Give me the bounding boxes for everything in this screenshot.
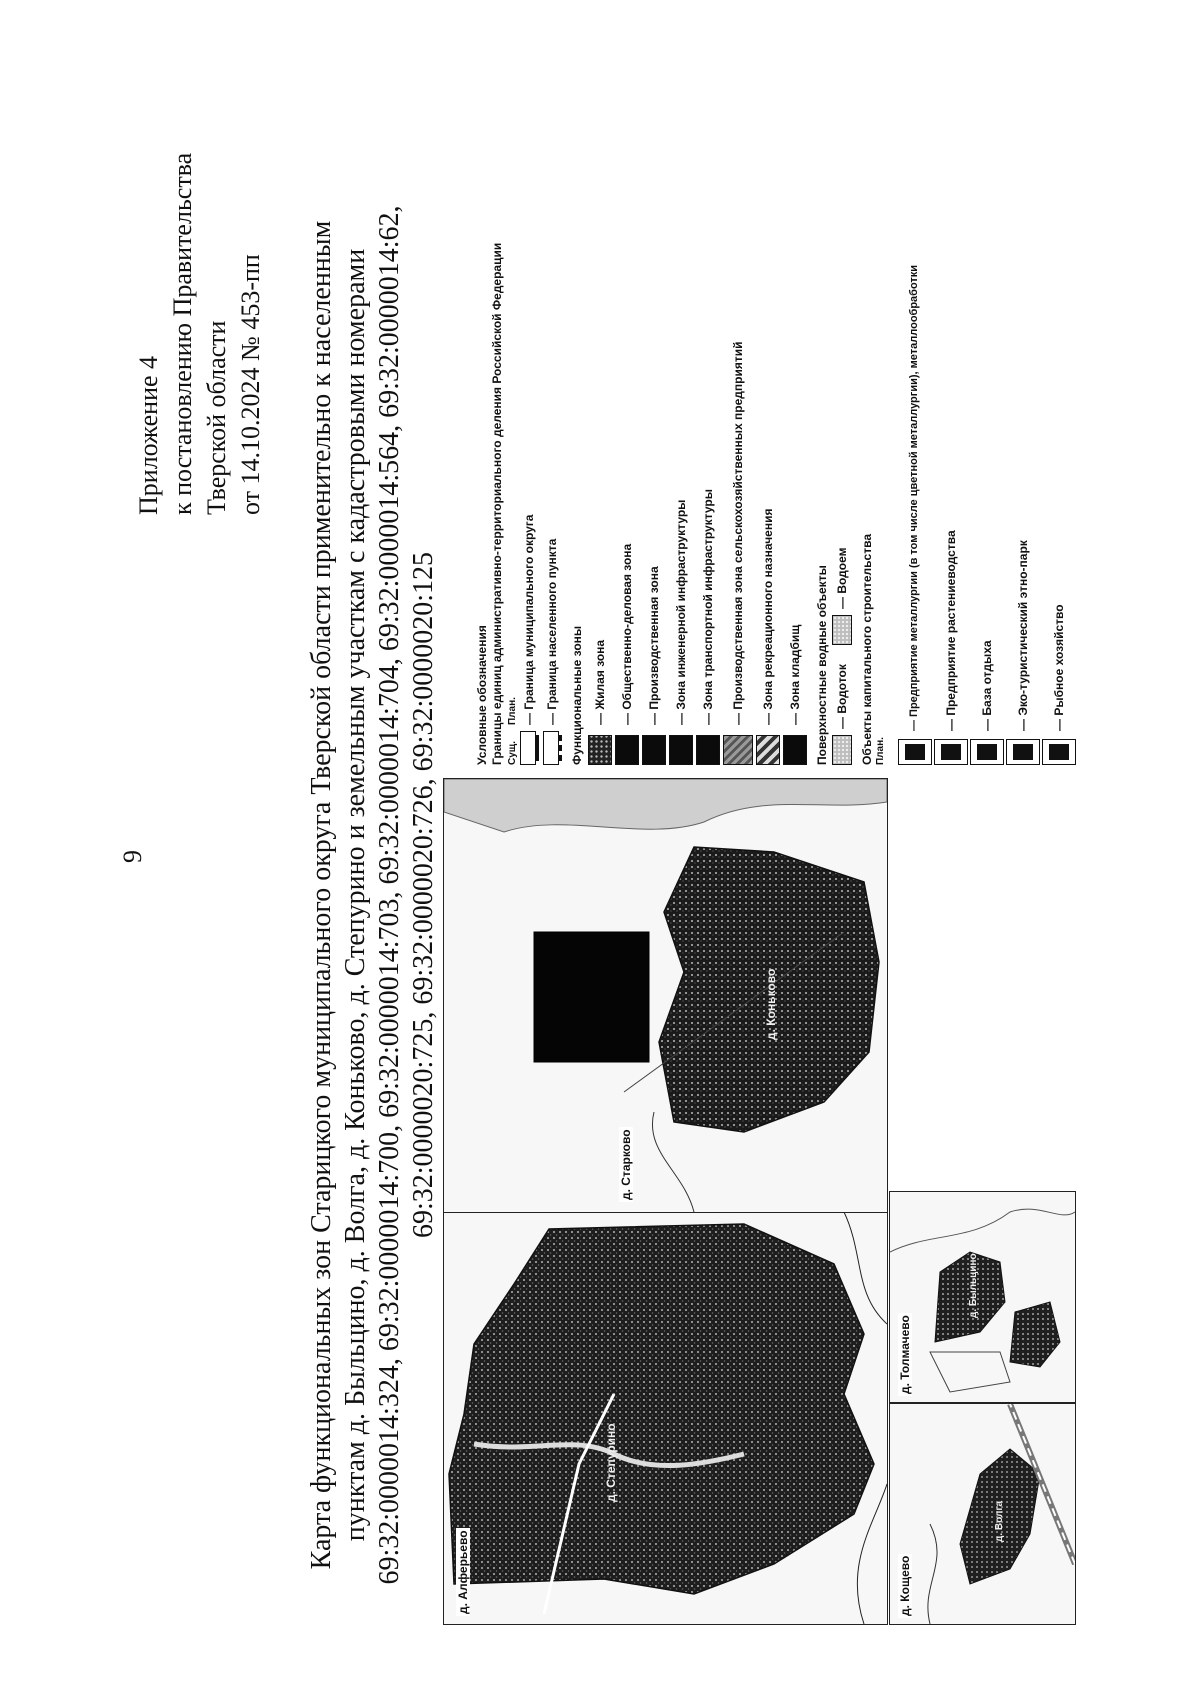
river-water (444, 779, 887, 832)
legend-title: Условные обозначения (475, 625, 489, 765)
swatch-ethnopark (1006, 739, 1040, 765)
map-panels (443, 780, 886, 1625)
boundary-municipal-existing (520, 731, 536, 765)
swatch-public-business (615, 735, 639, 765)
legend-zone-industrial: — Производственная зона (647, 566, 661, 725)
map-panel-koshchevo (889, 1403, 1076, 1625)
map-panel-tolmachevo (889, 1191, 1076, 1403)
legend-boundary-settlement: — Граница населенного пункта (545, 538, 559, 725)
appendix-line: Приложение 4 (134, 355, 163, 515)
title-line: пунктам д. Быльцино, д. Волга, д. Коньково, д. Степурино и земельным участкам с кадастровыми номерами (340, 248, 371, 1542)
legend-water-heading: Поверхностные водные объекты (815, 565, 829, 765)
boundary-line (857, 1484, 887, 1624)
legend-water-body: — Водоем (835, 547, 849, 609)
industrial-zone (534, 932, 649, 1062)
title-line: Карта функциональных зон Старицкого муниципального округа Тверской области применительно к населенным (306, 220, 337, 1570)
map-panel-stepurino (443, 1211, 888, 1625)
legend-boundary-municipal: — Граница муниципального округа (522, 514, 536, 725)
label-konkovo: д. Коньково (764, 968, 778, 1040)
map-title (305, 195, 441, 1595)
legend-object-metallurgy: — Предприятие металлургии (в том числе цветной металлургии), металлообработки (908, 264, 920, 731)
map-stepurino-svg (444, 1212, 887, 1624)
legend-object-fishery: — Рыбное хозяйство (1052, 604, 1066, 731)
zone-polygon (1010, 1302, 1060, 1367)
legend-water-stream: — Водоток (835, 664, 849, 729)
swatch-crop (934, 739, 968, 765)
legend-zone-cemetery: — Зона кладбищ (788, 624, 802, 725)
appendix-block (132, 153, 268, 515)
legend-zone-engineering: — Зона инженерной инфраструктуры (674, 499, 688, 725)
map-tolmachevo-svg (890, 1192, 1075, 1402)
legend-zone-transport: — Зона транспортной инфраструктуры (701, 489, 715, 725)
map-koshchevo-svg (890, 1404, 1075, 1624)
label-alferyevo: д. Алферьево (456, 1530, 470, 1614)
swatch-water-stream (832, 735, 852, 765)
legend-zones-heading: Функциональные зоны (570, 625, 584, 765)
appendix-line: к постановлению Правительства (168, 152, 197, 515)
map-panels-lower (889, 780, 1074, 1625)
legend-zone-agricultural: — Производственная зона сельскохозяйственных предприятий (731, 341, 745, 725)
swatch-transport (696, 735, 720, 765)
legend-col-existing: Сущ. (507, 741, 518, 765)
legend-object-recreation-base: — База отдыха (980, 640, 994, 731)
swatch-recreation-base (970, 739, 1004, 765)
river-line (890, 1209, 1075, 1252)
legend-objects (898, 65, 1078, 765)
legend-col-planned: План. (507, 697, 518, 725)
swatch-recreation (756, 735, 780, 765)
swatch-residential (588, 735, 612, 765)
boundary-line (928, 1524, 937, 1624)
swatch-fishery (1042, 739, 1076, 765)
label-volga: д. Волга (994, 1500, 1005, 1542)
map-konkovo-svg (444, 779, 887, 1212)
page-number: 9 (118, 850, 147, 863)
swatch-cemetery (783, 735, 807, 765)
legend-zone-residential: — Жилая зона (593, 639, 607, 725)
label-stepurino: д. Степурино (604, 1423, 618, 1502)
map-panel-konkovo (443, 778, 888, 1213)
boundary-settlement-existing (543, 731, 559, 765)
legend-objects-planned: План. (875, 737, 886, 765)
label-koshchevo: д. Кощево (898, 1555, 912, 1616)
appendix-line: Тверской области (202, 320, 231, 515)
appendix-line: от 14.10.2024 № 453-пп (236, 254, 265, 515)
legend-object-ethnopark: — Эко-туристический этно-парк (1016, 540, 1030, 731)
swatch-agricultural (723, 735, 753, 765)
legend-zone-public-business: — Общественно-деловая зона (620, 543, 634, 725)
label-starkovo: д. Старково (619, 1129, 633, 1200)
label-byltsino: д. Быльцино (968, 1253, 979, 1318)
legend-boundaries-heading: Границы единиц административно-территориального деления Российской Федерации (490, 242, 504, 765)
legend-zone-recreation: — Зона рекреационного назначения (761, 508, 775, 725)
legend-object-crop: — Предприятие растениеводства (944, 530, 958, 731)
title-line: 69:32:0000020:725, 69:32:0000020:726, 69:32:0000020:125 (408, 552, 439, 1239)
swatch-industrial (642, 735, 666, 765)
swatch-water-body (832, 615, 852, 645)
swatch-engineering (669, 735, 693, 765)
zone-polygon (449, 1224, 874, 1594)
title-line: 69:32:0000014:324, 69:32:0000014:700, 69:32:0000014:703, 69:32:0000014:704, 69:32:0000014:564, 69:32:0000014:62, (374, 205, 405, 1585)
swatch-metallurgy (898, 739, 932, 765)
label-tolmachevo: д. Толмачево (898, 1315, 912, 1394)
map-legend (475, 65, 895, 765)
boundary-line (652, 1112, 694, 1212)
boundary-line (930, 1352, 1010, 1392)
legend-objects-heading: Объекты капитального строительства (860, 534, 874, 765)
